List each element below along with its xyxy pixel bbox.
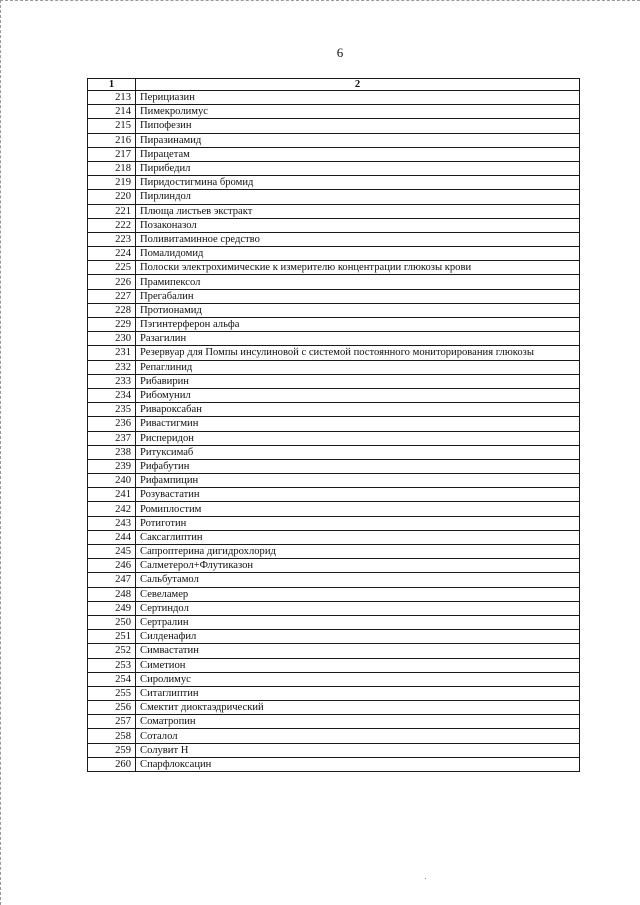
row-number: 224 <box>88 247 136 261</box>
row-number: 241 <box>88 488 136 502</box>
row-number: 253 <box>88 658 136 672</box>
table-row <box>88 275 580 289</box>
row-drug-name: Соталол <box>136 729 580 743</box>
row-number: 259 <box>88 743 136 757</box>
row-number: 255 <box>88 686 136 700</box>
table-row <box>88 488 580 502</box>
table-row <box>88 318 580 332</box>
row-drug-name: Рибомунил <box>136 388 580 402</box>
table-body <box>88 91 580 772</box>
row-number: 231 <box>88 346 136 360</box>
table-row <box>88 374 580 388</box>
scan-border-left <box>0 0 1 905</box>
row-number: 240 <box>88 474 136 488</box>
row-drug-name: Полоски электрохимические к измерителю концентрации глюкозы крови <box>136 261 580 275</box>
row-drug-name: Протионамид <box>136 303 580 317</box>
table-row <box>88 204 580 218</box>
row-number: 219 <box>88 176 136 190</box>
row-drug-name: Помалидомид <box>136 247 580 261</box>
row-drug-name: Разагилин <box>136 332 580 346</box>
row-drug-name: Сертиндол <box>136 601 580 615</box>
row-number: 258 <box>88 729 136 743</box>
table-row <box>88 530 580 544</box>
row-number: 215 <box>88 119 136 133</box>
scan-border-top <box>0 0 640 1</box>
row-number: 216 <box>88 133 136 147</box>
table-row <box>88 502 580 516</box>
table-row <box>88 601 580 615</box>
row-number: 249 <box>88 601 136 615</box>
row-number: 260 <box>88 757 136 771</box>
row-drug-name: Ситаглиптин <box>136 686 580 700</box>
row-number: 230 <box>88 332 136 346</box>
table-row <box>88 119 580 133</box>
row-number: 238 <box>88 445 136 459</box>
table-row <box>88 545 580 559</box>
row-drug-name: Поливитаминное средство <box>136 232 580 246</box>
table-header-row <box>88 79 580 91</box>
row-number: 251 <box>88 630 136 644</box>
row-number: 250 <box>88 615 136 629</box>
table-row <box>88 573 580 587</box>
row-drug-name: Пирибедил <box>136 161 580 175</box>
row-drug-name: Пипофезин <box>136 119 580 133</box>
row-drug-name: Рифабутин <box>136 459 580 473</box>
table-row <box>88 615 580 629</box>
row-drug-name: Прегабалин <box>136 289 580 303</box>
row-drug-name: Силденафил <box>136 630 580 644</box>
row-number: 245 <box>88 545 136 559</box>
row-number: 237 <box>88 431 136 445</box>
table-row <box>88 247 580 261</box>
row-drug-name: Розувастатин <box>136 488 580 502</box>
row-drug-name: Плюща листьев экстракт <box>136 204 580 218</box>
row-number: 227 <box>88 289 136 303</box>
table-row <box>88 644 580 658</box>
row-drug-name: Пирацетам <box>136 147 580 161</box>
row-number: 221 <box>88 204 136 218</box>
row-drug-name: Пирлиндол <box>136 190 580 204</box>
table-row <box>88 105 580 119</box>
row-number: 247 <box>88 573 136 587</box>
table-row <box>88 516 580 530</box>
row-drug-name: Пиразинамид <box>136 133 580 147</box>
table-row <box>88 658 580 672</box>
row-number: 229 <box>88 318 136 332</box>
row-drug-name: Позаконазол <box>136 218 580 232</box>
table-row <box>88 431 580 445</box>
row-number: 246 <box>88 559 136 573</box>
table-row <box>88 729 580 743</box>
table-row <box>88 757 580 771</box>
table-row <box>88 686 580 700</box>
table-row <box>88 91 580 105</box>
table-row <box>88 360 580 374</box>
row-number: 235 <box>88 403 136 417</box>
table-row <box>88 232 580 246</box>
row-number: 254 <box>88 672 136 686</box>
table-row <box>88 403 580 417</box>
row-number: 220 <box>88 190 136 204</box>
row-number: 248 <box>88 587 136 601</box>
row-number: 232 <box>88 360 136 374</box>
drug-list-table <box>87 78 580 772</box>
row-drug-name: Сальбутамол <box>136 573 580 587</box>
table-row <box>88 190 580 204</box>
row-drug-name: Симвастатин <box>136 644 580 658</box>
row-number: 236 <box>88 417 136 431</box>
row-drug-name: Пимекролимус <box>136 105 580 119</box>
row-number: 244 <box>88 530 136 544</box>
row-drug-name: Спарфлоксацин <box>136 757 580 771</box>
row-drug-name: Ромиплостим <box>136 502 580 516</box>
row-drug-name: Смектит диоктаэдрический <box>136 701 580 715</box>
table-row <box>88 715 580 729</box>
table-row <box>88 147 580 161</box>
column-header-number: 1 <box>88 79 136 91</box>
row-number: 256 <box>88 701 136 715</box>
table-row <box>88 587 580 601</box>
row-drug-name: Салметерол+Флутиказон <box>136 559 580 573</box>
row-drug-name: Сиролимус <box>136 672 580 686</box>
row-drug-name: Репаглинид <box>136 360 580 374</box>
table-row <box>88 289 580 303</box>
row-number: 214 <box>88 105 136 119</box>
row-drug-name: Рисперидон <box>136 431 580 445</box>
table-row <box>88 261 580 275</box>
table-row <box>88 332 580 346</box>
row-number: 223 <box>88 232 136 246</box>
row-number: 243 <box>88 516 136 530</box>
row-number: 222 <box>88 218 136 232</box>
table-row <box>88 388 580 402</box>
row-drug-name: Сертралин <box>136 615 580 629</box>
table-row <box>88 474 580 488</box>
row-drug-name: Рибавирин <box>136 374 580 388</box>
row-number: 218 <box>88 161 136 175</box>
row-number: 228 <box>88 303 136 317</box>
row-number: 226 <box>88 275 136 289</box>
row-number: 252 <box>88 644 136 658</box>
page-number: 6 <box>336 45 344 60</box>
column-header-name: 2 <box>136 79 580 91</box>
table-row <box>88 176 580 190</box>
table-row <box>88 218 580 232</box>
row-number: 213 <box>88 91 136 105</box>
table-row <box>88 701 580 715</box>
table-row <box>88 346 580 360</box>
row-number: 257 <box>88 715 136 729</box>
row-number: 225 <box>88 261 136 275</box>
row-drug-name: Резервуар для Помпы инсулиновой с системой постоянного мониторирования глюкозы <box>136 346 580 360</box>
row-number: 242 <box>88 502 136 516</box>
row-drug-name: Прамипексол <box>136 275 580 289</box>
row-drug-name: Ритуксимаб <box>136 445 580 459</box>
table-row <box>88 459 580 473</box>
row-drug-name: Ривастигмин <box>136 417 580 431</box>
row-drug-name: Сапроптерина дигидрохлорид <box>136 545 580 559</box>
table-row <box>88 161 580 175</box>
table-row <box>88 417 580 431</box>
row-drug-name: Севеламер <box>136 587 580 601</box>
table-row <box>88 672 580 686</box>
row-drug-name: Ротиготин <box>136 516 580 530</box>
row-number: 233 <box>88 374 136 388</box>
row-number: 239 <box>88 459 136 473</box>
row-number: 217 <box>88 147 136 161</box>
row-drug-name: Рифампицин <box>136 474 580 488</box>
row-number: 234 <box>88 388 136 402</box>
table-row <box>88 303 580 317</box>
table-row <box>88 743 580 757</box>
table-row <box>88 133 580 147</box>
table-row <box>88 445 580 459</box>
row-drug-name: Ривароксабан <box>136 403 580 417</box>
row-drug-name: Пэгинтерферон альфа <box>136 318 580 332</box>
row-drug-name: Саксаглиптин <box>136 530 580 544</box>
row-drug-name: Симетион <box>136 658 580 672</box>
table-row <box>88 559 580 573</box>
row-drug-name: Пиридостигмина бромид <box>136 176 580 190</box>
table-row <box>88 630 580 644</box>
scan-speck <box>425 878 426 879</box>
row-drug-name: Солувит Н <box>136 743 580 757</box>
row-drug-name: Соматропин <box>136 715 580 729</box>
row-drug-name: Перициазин <box>136 91 580 105</box>
